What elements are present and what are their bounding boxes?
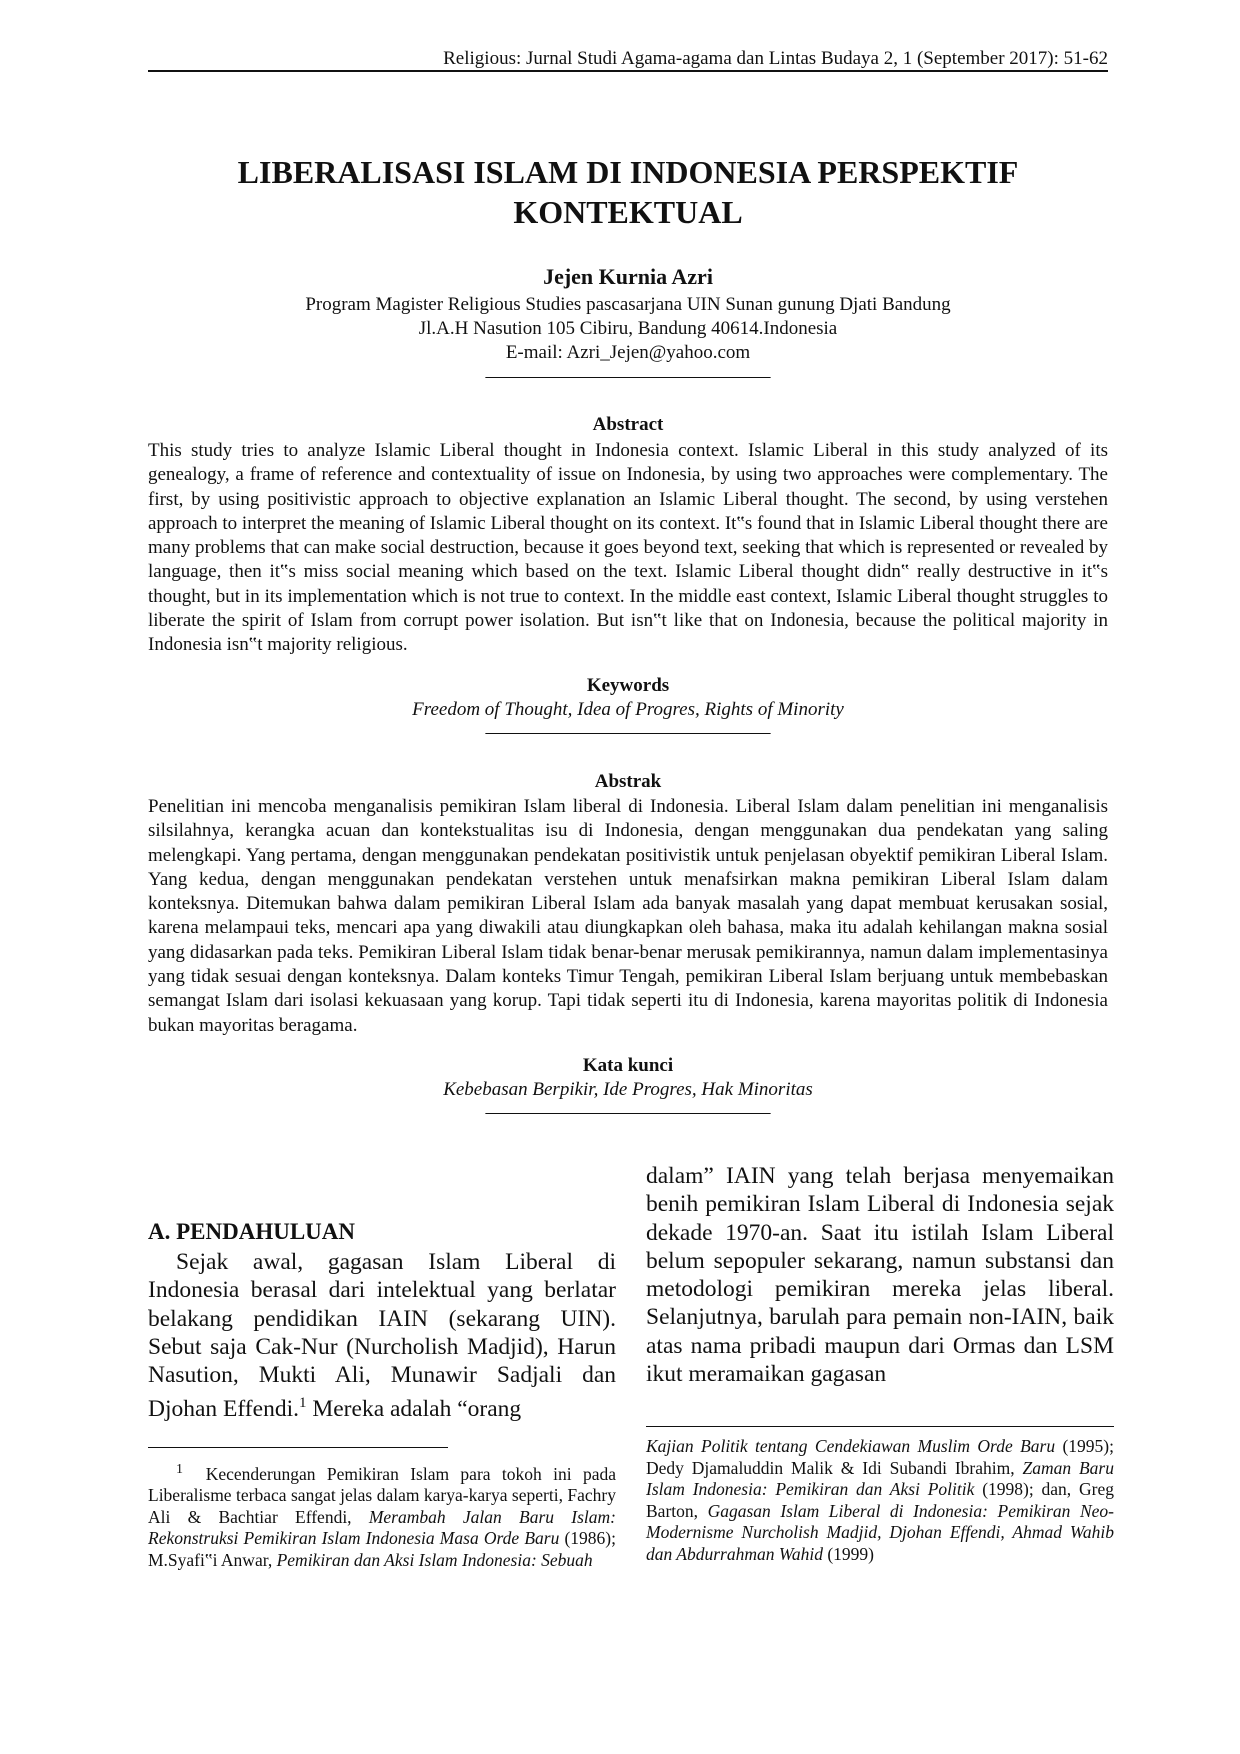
footnote-ref: 1 [298,1395,307,1412]
author-affiliation: Program Magister Religious Studies pascasarjana UIN Sunan gunung Djati Bandung [305,294,951,315]
footnote-1-continued [646,1436,1114,1565]
paper-title [148,152,1108,232]
footnote-citation-title: Pemikiran dan Aksi Islam Indonesia: Sebuah [276,1549,593,1570]
intro-paragraph-right: dalam” IAIN yang telah berjasa menyemaikan benih pemikiran Islam Liberal di Indonesia sejak dekade 1970-an. Saat itu istilah Islam Liberal belum sepopuler sekarang, namun substansi dan metodologi pemikiran mereka jelas liberal. Selanjutnya, barulah para pemain non-IAIN, baik atas nama pribadi maupun dari Ormas dan LSM ikut meramaikan gagasan [646,1163,1114,1388]
kata-kunci-text: Kebebasan Berpikir, Ide Progres, Hak Minoritas [443,1079,813,1100]
footnote-text: (1995); Dedy Djamaluddin Malik & Idi Subandi Ibrahim, [646,1436,1114,1478]
footnote-text: Kecenderungan Pemikiran Islam para tokoh ini pada Liberalisme terbaca sangat jelas dalam karya-karya seperti, Fachry Ali & Bachtiar Effendi, [148,1463,616,1527]
author-email: E-mail: Azri_Jejen@yahoo.com [505,342,751,363]
abstract-text: This study tries to analyze Islamic Liberal thought in Indonesia context. Islamic Liberal in this study analyzed of its genealogy, a frame of reference and contextuality of issue on Indonesia, by using two approaches were complementary. The first, by using positivistic approach to objective explanation an Islamic Liberal thought. The second, by using verstehen approach to interpret the meaning of Islamic Liberal thought on its context. It‟s found that in Islamic Liberal thought there are many problems that can make social destruction, because it goes beyond text, seeking that which is represented or revealed by language, then it‟s miss social meaning which based on the text. Islamic Liberal thought didn‟ really destructive in it‟s thought, but in its implementation which is not true to context. In the middle east context, Islamic Liberal thought struggles to liberate the spirit of Islam from corrupt power isolation. But isn‟t like that on Indonesia, because the political majority in Indonesia isn‟t majority religious. [148,440,1108,656]
footnote-rule-right [646,1426,1114,1427]
footnote-text: (1999) [822,1543,874,1564]
footnote-text: (1998); dan, Greg Barton, [646,1479,1114,1521]
header-rule [148,70,1108,72]
footnote-citation-title: Kajian Politik tentang Cendekiawan Muslim Orde Baru [646,1436,1056,1456]
footnote-1 [148,1459,616,1571]
footnote-number: 1 [176,1462,183,1477]
author-name: Jejen Kurnia Azri [543,264,713,289]
footnote-citation-title: Merambah Jalan Baru Islam: Rekonstruksi Pemikiran Islam Indonesia Masa Orde Baru [148,1506,616,1549]
footnote-text: (1986); M.Syafi‟i Anwar, [148,1528,616,1570]
abstrak-text: Penelitian ini mencoba menganalisis pemikiran Islam liberal di Indonesia. Liberal Islam dalam penelitian ini menganalisis silsilahnya, kerangka acuan dan kontekstualitas isu di Indonesia, dengan menggunakan dua pendekatan yang saling melengkapi. Yang pertama, dengan menggunakan pendekatan positivistik untuk penjelasan obyektif pemikiran Liberal Islam. Yang kedua, dengan menggunakan pendekatan verstehen untuk menafsirkan makna pemikiran Liberal Islam dalam konteksnya. Ditemukan bahwa dalam pemikiran Liberal Islam ada banyak masalah yang dapat membuat kerusakan sosial, karena melampaui teks, mencari apa yang diwakili atau diungkapkan oleh bahasa, maka itu adalah kehilangan makna sosial yang didasarkan pada teks. Pemikiran Liberal Islam tidak benar-benar merusak pemikirannya, namun dalam implementasinya yang tidak sesuai dengan konteksnya. Dalam konteks Timur Tengah, pemikiran Liberal Islam berjuang untuk membebaskan semangat Islam dari isolasi kekuasaan yang korup. Tapi tidak seperti itu di Indonesia, karena mayoritas politik di Indonesia bukan mayoritas beragama. [148,796,1108,1036]
author-block [148,293,1108,389]
separator-line: ——————————————— [485,1102,771,1123]
keywords-text: Freedom of Thought, Idea of Progres, Rights of Minority [412,699,844,720]
keywords-heading: Keywords [586,675,670,696]
footnote-citation-title: Gagasan Islam Liberal di Indonesia: Pemikiran Neo-Modernisme Nurcholish Madjid, Djohan Effendi, Ahmad Wahib dan Abdurrahman Wahid [646,1500,1114,1564]
section-heading: A. PENDAHULUAN [148,1219,355,1244]
separator-line: ——————————————— [485,366,771,387]
abstrak-heading: Abstrak [594,771,662,792]
title-line-1: LIBERALISASI ISLAM DI INDONESIA PERSPEKTIF [237,154,1019,190]
author-address: Jl.A.H Nasution 105 Cibiru, Bandung 40614.Indonesia [418,318,838,339]
intro-text-a: Sejak awal, gagasan Islam Liberal di Indonesia berasal dari intelektual yang berlatar belakang pendidikan IAIN (sekarang UIN). Sebut saja Cak-Nur (Nurcholish Madjid), Harun Nasution, Mukti Ali, Munawir Sadjali dan Djohan Effendi. [148,1249,616,1423]
abstract-heading: Abstract [592,414,664,435]
journal-header: Religious: Jurnal Studi Agama-agama dan Lintas Budaya 2, 1 (September 2017): 51-62 [443,48,1108,69]
kata-kunci-heading: Kata kunci [582,1055,674,1076]
title-line-2: KONTEKTUAL [513,194,743,230]
intro-paragraph-left [148,1248,616,1424]
intro-text-b: Mereka adalah “orang [306,1396,522,1423]
footnote-rule-left [148,1447,448,1448]
separator-line: ——————————————— [485,722,771,743]
footnote-citation-title: Zaman Baru Islam Indonesia: Pemikiran dan Aksi Politik [646,1457,1114,1499]
